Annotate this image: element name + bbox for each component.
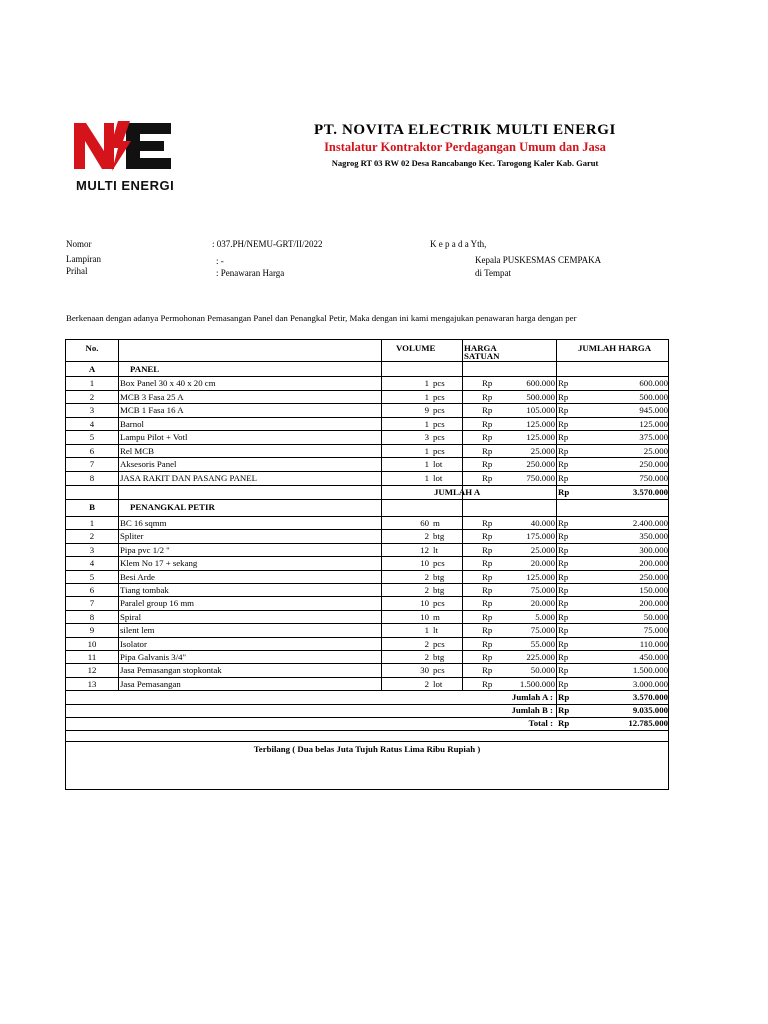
item-total: 3.000.000 [632, 678, 668, 689]
item-no: 8 [89, 611, 95, 622]
item-price-rp: Rp [482, 558, 493, 569]
item-unit: m [433, 518, 440, 528]
item-description: Klem No 17 + sekang [120, 558, 198, 569]
row-border [66, 529, 668, 530]
item-unit: m [433, 611, 440, 622]
item-total-rp: Rp [558, 598, 569, 609]
item-price: 20.000 [530, 598, 555, 609]
item-description: Spiral [120, 611, 142, 622]
row-border [66, 596, 668, 597]
item-price: 600.000 [526, 378, 555, 388]
row-border [66, 677, 668, 678]
item-qty: 30 [420, 665, 429, 676]
header-volume: VOLUME [396, 343, 436, 353]
lampiran-label: Lampiran [66, 254, 101, 264]
item-total-rp: Rp [558, 459, 569, 469]
item-description: Lampu Pilot + Votl [120, 432, 188, 442]
item-price-rp: Rp [482, 638, 493, 649]
item-price: 5.000 [535, 611, 555, 622]
logo-text: MULTI ENERGI [76, 178, 175, 193]
item-qty: 9 [424, 405, 429, 415]
item-total: 250.000 [639, 571, 668, 582]
section-b-code: B [89, 502, 95, 512]
row-border [66, 444, 668, 445]
item-total: 945.000 [639, 405, 668, 415]
item-qty: 2 [424, 678, 429, 689]
item-price-rp: Rp [482, 544, 493, 555]
summary-value: 3.570.000 [632, 692, 668, 702]
item-qty: 10 [420, 598, 429, 609]
item-description: Rel MCB [120, 445, 154, 456]
item-price-rp: Rp [482, 472, 493, 483]
item-total-rp: Rp [558, 652, 569, 662]
item-price: 50.000 [530, 665, 555, 676]
item-unit: pcs [433, 405, 445, 415]
item-qty: 1 [424, 472, 429, 483]
item-price-rp: Rp [482, 391, 493, 402]
row-border [66, 610, 668, 611]
item-description: Isolator [120, 638, 147, 649]
summary-rp: Rp [558, 705, 570, 715]
header-no: No. [85, 343, 99, 353]
row-border [66, 570, 668, 571]
item-price-rp: Rp [482, 625, 493, 636]
price-table [65, 339, 669, 790]
items-a-border [66, 485, 668, 486]
item-total: 300.000 [639, 544, 668, 555]
item-description: Barnol [120, 418, 144, 429]
item-description: BC 16 sqmm [120, 518, 167, 528]
lampiran-value: : - [216, 256, 224, 266]
item-total: 600.000 [639, 378, 668, 388]
header-harga-1: HARGA [464, 343, 497, 353]
item-total-rp: Rp [558, 558, 569, 569]
row-border [66, 403, 668, 404]
item-price-rp: Rp [482, 518, 493, 528]
item-price-rp: Rp [482, 459, 493, 469]
item-no: 3 [89, 544, 95, 555]
item-total-rp: Rp [558, 571, 569, 582]
item-no: 1 [89, 378, 95, 388]
item-unit: btg [433, 531, 445, 542]
section-a-border [66, 376, 668, 377]
item-price-rp: Rp [482, 405, 493, 415]
item-price: 20.000 [530, 558, 555, 569]
item-unit: lt [433, 625, 438, 636]
item-total: 250.000 [639, 459, 668, 469]
summary-border-3 [66, 730, 668, 731]
item-total-rp: Rp [558, 611, 569, 622]
summary-value: 12.785.000 [628, 718, 668, 728]
jumlah-a-label: JUMLAH A [434, 487, 481, 497]
item-price: 105.000 [526, 405, 555, 415]
row-border [66, 471, 668, 472]
item-price: 25.000 [530, 445, 555, 456]
item-price: 225.000 [526, 652, 555, 662]
item-price: 55.000 [530, 638, 555, 649]
item-total-rp: Rp [558, 391, 569, 402]
item-price: 125.000 [526, 432, 555, 442]
item-no: 5 [89, 571, 95, 582]
item-no: 6 [89, 585, 95, 595]
item-unit: btg [433, 585, 445, 595]
item-price: 750.000 [526, 472, 555, 483]
row-border [66, 663, 668, 664]
item-qty: 2 [424, 585, 429, 595]
section-b-title: PENANGKAL PETIR [130, 502, 215, 512]
row-border [66, 623, 668, 624]
item-total: 350.000 [639, 531, 668, 542]
item-unit: pcs [433, 445, 445, 456]
item-price-rp: Rp [482, 678, 493, 689]
item-qty: 2 [424, 531, 429, 542]
item-total-rp: Rp [558, 544, 569, 555]
item-price: 75.000 [530, 625, 555, 636]
row-border [66, 390, 668, 391]
item-price-rp: Rp [482, 611, 493, 622]
item-unit: pcs [433, 558, 445, 569]
item-unit: btg [433, 571, 445, 582]
item-total: 200.000 [639, 598, 668, 609]
item-total-rp: Rp [558, 638, 569, 649]
item-no: 10 [87, 638, 97, 649]
item-total-rp: Rp [558, 665, 569, 676]
item-total-rp: Rp [558, 445, 569, 456]
prihal-value: : Penawaran Harga [216, 268, 285, 278]
item-total-rp: Rp [558, 678, 569, 689]
item-no: 12 [87, 665, 97, 676]
section-a-code: A [88, 364, 96, 374]
header-border [66, 361, 668, 362]
company-logo [74, 121, 174, 213]
item-price-rp: Rp [482, 418, 493, 429]
item-total: 50.000 [643, 611, 668, 622]
item-total-rp: Rp [558, 531, 569, 542]
item-total-rp: Rp [558, 518, 569, 528]
row-border [66, 637, 668, 638]
item-price: 40.000 [530, 518, 555, 528]
item-no: 7 [89, 598, 95, 609]
item-qty: 2 [424, 652, 429, 662]
nomor-value: : 037.PH/NEMU-GRT/II/2022 [212, 239, 323, 249]
item-description: MCB 3 Fasa 25 A [120, 391, 184, 402]
summary-border-4 [66, 741, 668, 742]
item-total-rp: Rp [558, 405, 569, 415]
item-no: 4 [89, 418, 95, 429]
item-unit: pcs [433, 391, 445, 402]
item-description: Besi Arde [120, 571, 155, 582]
item-total-rp: Rp [558, 625, 569, 636]
item-unit: pcs [433, 598, 445, 609]
item-price: 125.000 [526, 418, 555, 429]
item-no: 2 [89, 531, 95, 542]
item-qty: 12 [420, 544, 429, 555]
item-total-rp: Rp [558, 432, 569, 442]
row-border [66, 650, 668, 651]
summary-rp: Rp [558, 718, 570, 728]
item-price: 75.000 [530, 585, 555, 595]
company-name: PT. NOVITA ELECTRIK MULTI ENERGI [314, 122, 616, 138]
item-total: 375.000 [639, 432, 668, 442]
summary-label: Jumlah B : [511, 705, 553, 715]
company-header [230, 122, 700, 168]
item-qty: 2 [424, 638, 429, 649]
item-no: 2 [89, 391, 95, 402]
item-price-rp: Rp [482, 665, 493, 676]
item-qty: 2 [424, 571, 429, 582]
item-qty: 60 [420, 518, 429, 528]
place-text: di Tempat [475, 268, 511, 278]
item-description: Tiang tombak [120, 585, 169, 595]
section-a-title: PANEL [130, 364, 160, 374]
item-qty: 10 [420, 558, 429, 569]
item-description: Jasa Pemasangan stopkontak [120, 665, 222, 676]
item-total: 75.000 [643, 625, 668, 636]
item-description: MCB 1 Fasa 16 A [120, 405, 184, 415]
company-subtitle: Instalatur Kontraktor Perdagangan Umum dan Jasa [324, 140, 606, 154]
row-border [66, 543, 668, 544]
item-price: 175.000 [526, 531, 555, 542]
item-total: 750.000 [639, 472, 668, 483]
item-unit: pcs [433, 638, 445, 649]
logo-mark-icon [74, 121, 174, 171]
recipient-text: Kepala PUSKESMAS CEMPAKA [475, 255, 602, 265]
item-price-rp: Rp [482, 432, 493, 442]
item-price-rp: Rp [482, 531, 493, 542]
header-harga-2: SATUAN [464, 351, 500, 361]
item-total: 500.000 [639, 391, 668, 402]
item-price-rp: Rp [482, 598, 493, 609]
item-unit: lot [433, 678, 443, 689]
item-total: 150.000 [639, 585, 668, 595]
item-price: 1.500.000 [519, 678, 555, 689]
item-unit: pcs [433, 418, 445, 429]
items-b-border [66, 690, 668, 691]
summary-value: 9.035.000 [632, 705, 668, 715]
item-qty: 3 [424, 432, 429, 442]
jumlah-a-border [66, 499, 668, 500]
item-qty: 1 [424, 445, 429, 456]
item-no: 3 [89, 405, 95, 415]
company-address: Nagrog RT 03 RW 02 Desa Rancabango Kec. Tarogong Kaler Kab. Garut [331, 158, 599, 168]
item-price-rp: Rp [482, 571, 493, 582]
item-total: 2.400.000 [632, 518, 668, 528]
section-b-border [66, 516, 668, 517]
nomor-label: Nomor [66, 239, 92, 249]
header-jumlah: JUMLAH HARGA [578, 343, 652, 353]
item-description: Pipa pvc 1/2 " [120, 544, 170, 555]
item-total: 450.000 [639, 652, 668, 662]
summary-rp: Rp [558, 692, 570, 702]
intro-paragraph: Berkenaan dengan adanya Permohonan Pemasangan Panel dan Penangkal Petir, Maka dengan ini kami mengajukan penawaran harga dengan per [66, 313, 577, 323]
item-description: JASA RAKIT DAN PASANG PANEL [120, 472, 258, 483]
item-no: 1 [89, 518, 95, 528]
item-price-rp: Rp [482, 445, 493, 456]
item-description: Jasa Pemasangan [120, 678, 181, 689]
item-unit: pcs [433, 378, 445, 388]
item-description: Box Panel 30 x 40 x 20 cm [120, 378, 216, 388]
item-no: 5 [89, 432, 95, 442]
row-border [66, 417, 668, 418]
item-price-rp: Rp [482, 652, 493, 662]
item-price: 500.000 [526, 391, 555, 402]
jumlah-a-value: 3.570.000 [632, 487, 668, 497]
item-no: 13 [87, 678, 97, 689]
item-description: Paralel group 16 mm [120, 598, 195, 609]
item-qty: 1 [424, 418, 429, 429]
item-qty: 1 [424, 625, 429, 636]
summary-label: Total : [528, 718, 553, 728]
item-unit: lot [433, 459, 443, 469]
item-price: 25.000 [530, 544, 555, 555]
item-qty: 1 [424, 391, 429, 402]
item-total: 25.000 [643, 445, 668, 456]
item-description: Pipa Galvanis 3/4" [120, 652, 187, 662]
item-price: 125.000 [526, 571, 555, 582]
row-border [66, 556, 668, 557]
item-total: 125.000 [639, 418, 668, 429]
item-qty: 1 [424, 459, 429, 469]
item-description: Spliter [120, 531, 144, 542]
item-price: 250.000 [526, 459, 555, 469]
kepada-text: K e p a d a Yth, [430, 239, 487, 249]
jumlah-a-rp: Rp [558, 487, 570, 497]
item-no: 4 [89, 558, 95, 569]
item-total: 1.500.000 [632, 665, 668, 676]
summary-border-2 [66, 717, 668, 718]
summary-label: Jumlah A : [511, 692, 553, 702]
summary-border-1 [66, 704, 668, 705]
item-unit: lot [433, 472, 443, 483]
item-price-rp: Rp [482, 378, 493, 388]
item-total: 110.000 [639, 638, 668, 649]
item-no: 8 [89, 472, 95, 483]
row-border [66, 457, 668, 458]
item-unit: lt [433, 544, 438, 555]
item-description: silent lem [120, 625, 155, 636]
item-total-rp: Rp [558, 472, 569, 483]
item-qty: 10 [420, 611, 429, 622]
row-border [66, 583, 668, 584]
item-unit: pcs [433, 432, 445, 442]
item-price-rp: Rp [482, 585, 493, 595]
item-total: 200.000 [639, 558, 668, 569]
item-unit: btg [433, 652, 445, 662]
item-total-rp: Rp [558, 418, 569, 429]
item-no: 9 [89, 625, 95, 636]
item-description: Aksesoris Panel [120, 459, 177, 469]
item-qty: 1 [424, 378, 429, 388]
terbilang-text: Terbilang ( Dua belas Juta Tujuh Ratus Lima Ribu Rupiah ) [253, 744, 481, 754]
row-border [66, 430, 668, 431]
item-total-rp: Rp [558, 585, 569, 595]
item-unit: pcs [433, 665, 445, 676]
item-no: 7 [89, 459, 95, 469]
item-no: 6 [89, 445, 95, 456]
prihal-label: Prihal [66, 266, 88, 276]
item-total-rp: Rp [558, 378, 569, 388]
item-no: 11 [87, 652, 97, 662]
